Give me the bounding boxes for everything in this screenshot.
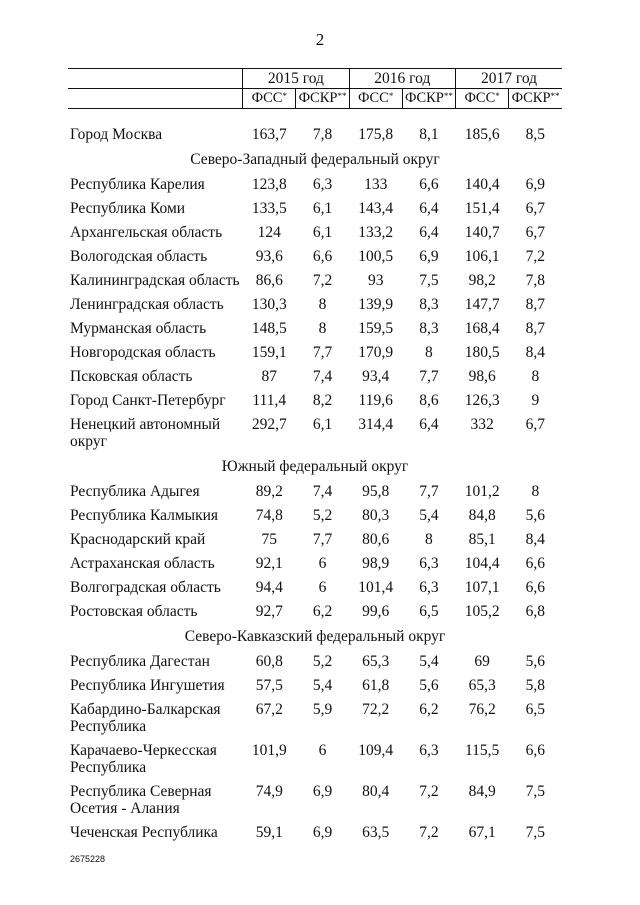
region-name: Город Санкт-Петербург (70, 392, 226, 409)
fss-2015-value: 101,9 (251, 742, 287, 759)
fss-2015-value: 57,5 (255, 677, 283, 694)
fskr-2017-value: 7,2 (525, 248, 546, 265)
fskr-2017-value: 8,7 (525, 320, 546, 337)
region-name: Республика Калмыкия (70, 507, 219, 524)
section-heading-row (68, 147, 562, 173)
table-row (68, 576, 562, 600)
region-name: Республика Адыгея (70, 483, 200, 500)
document-code: 2675228 (70, 854, 106, 864)
table-row (68, 269, 562, 293)
table-row (68, 245, 562, 269)
table-row (68, 698, 562, 739)
fskr-2017-value: 7,5 (525, 783, 546, 800)
fss-2015-value: 67,2 (255, 701, 283, 718)
fss-2017-value: 69 (474, 653, 490, 670)
fskr-2016-value: 7,2 (419, 783, 439, 800)
fss-2017-value: 98,6 (468, 368, 496, 385)
fskr-2015-value: 7,7 (312, 344, 333, 361)
fss-2017-value: 180,5 (464, 344, 500, 361)
region-name: Архангельская область (70, 224, 223, 241)
fskr-2016-value: 8,6 (419, 392, 439, 409)
region-name: Республика Дагестан (70, 653, 210, 670)
fskr-2016-value: 8,3 (419, 320, 439, 337)
fskr-2015-value: 6,1 (312, 224, 333, 241)
fss-2016-value: 80,4 (362, 783, 390, 800)
table-row (68, 413, 562, 454)
fss-2016-value: 175,8 (358, 126, 394, 143)
table-row (68, 528, 562, 552)
section-title: Северо-Кавказский федеральный округ (184, 628, 446, 645)
fss-2015-value: 133,5 (251, 200, 287, 217)
fskr-2016-value: 6,4 (419, 416, 439, 433)
fss-2015-value: 292,7 (251, 416, 287, 433)
fskr-2016-value: 6,4 (419, 224, 439, 241)
fskr-2016-value: 6,6 (419, 176, 439, 193)
fskr-2017-value: 8 (531, 368, 540, 385)
fskr-2017-value: 6,7 (525, 224, 546, 241)
table-row (68, 504, 562, 528)
table-row (68, 123, 562, 147)
fskr-2016-value: 5,4 (419, 507, 439, 524)
region-name: Кабардино-Балкарская Республика (70, 701, 221, 735)
fss-2015-value: 130,3 (251, 296, 287, 313)
fskr-2017-value: 6,7 (525, 416, 546, 433)
fskr-header: ФСКР** (402, 89, 455, 109)
fss-2016-value: 159,5 (358, 320, 394, 337)
fskr-2017-value: 6,6 (525, 555, 546, 572)
fskr-2017-value: 8 (531, 483, 540, 500)
fskr-2016-value: 6,2 (419, 701, 439, 718)
fskr-2016-value: 6,9 (419, 248, 439, 265)
fss-2016-value: 63,5 (362, 824, 390, 841)
fskr-2015-value: 8,2 (312, 392, 333, 409)
region-name: Вологодская область (70, 248, 208, 265)
fss-2017-value: 106,1 (464, 248, 500, 265)
fskr-2017-value: 8,5 (525, 126, 546, 143)
fskr-2017-value: 7,8 (525, 272, 546, 289)
table-row (68, 650, 562, 674)
region-name: Новгородская область (70, 344, 216, 361)
fss-2017-value: 168,4 (464, 320, 500, 337)
fss-2016-value: 98,9 (362, 555, 390, 572)
fskr-2015-value: 6,9 (312, 824, 333, 841)
fss-2015-value: 86,6 (255, 272, 283, 289)
table-row (68, 821, 562, 845)
region-name: Республика Коми (70, 200, 186, 217)
fskr-2015-value: 6,1 (312, 200, 333, 217)
table-row (68, 389, 562, 413)
fskr-2015-value: 7,8 (312, 126, 333, 143)
fskr-2017-value: 6,5 (525, 701, 546, 718)
fskr-2016-value: 6,3 (419, 579, 439, 596)
fskr-2017-value: 6,8 (525, 603, 546, 620)
fss-2017-value: 85,1 (468, 531, 496, 548)
fss-header: ФСС* (456, 89, 509, 109)
fskr-2016-value: 5,6 (419, 677, 439, 694)
rates-table (68, 68, 562, 845)
fskr-2015-value: 5,2 (312, 507, 333, 524)
fskr-2015-value: 6 (318, 579, 327, 596)
fss-2015-value: 74,9 (255, 783, 283, 800)
fss-2015-value: 93,6 (255, 248, 283, 265)
fss-2016-value: 93 (367, 272, 384, 289)
fss-2016-value: 133 (364, 176, 388, 193)
fss-2015-value: 60,8 (255, 653, 283, 670)
fskr-2015-value: 6,3 (312, 176, 333, 193)
fss-2017-value: 104,4 (464, 555, 500, 572)
fss-header: ФСС* (243, 89, 296, 109)
table-row (68, 221, 562, 245)
region-name: Краснодарский край (70, 531, 206, 548)
fss-2017-value: 115,5 (464, 742, 500, 759)
section-title: Южный федеральный округ (221, 458, 409, 475)
fss-2016-value: 100,5 (358, 248, 394, 265)
year-2016-header: 2016 год (349, 69, 455, 89)
table-row (68, 780, 562, 821)
rates-table-container (68, 68, 562, 845)
table-row (68, 341, 562, 365)
fss-2017-value: 65,3 (468, 677, 496, 694)
fss-2017-value: 140,4 (464, 176, 500, 193)
fss-2015-value: 111,4 (252, 392, 287, 409)
fss-2015-value: 92,7 (255, 603, 283, 620)
fskr-header: ФСКР** (296, 89, 349, 109)
fskr-2017-value: 6,6 (525, 742, 546, 759)
fss-2017-value: 98,2 (468, 272, 496, 289)
table-row (68, 197, 562, 221)
fskr-2017-value: 8,7 (525, 296, 546, 313)
fss-2015-value: 124 (257, 224, 281, 241)
section-heading-row (68, 454, 562, 480)
fskr-2017-value: 6,6 (525, 579, 546, 596)
table-header (68, 69, 562, 109)
fss-2016-value: 95,8 (362, 483, 390, 500)
fss-2015-value: 92,1 (255, 555, 283, 572)
fss-2016-value: 139,9 (358, 296, 394, 313)
fskr-2017-value: 6,9 (525, 176, 546, 193)
fss-2017-value: 185,6 (464, 126, 500, 143)
fss-2015-value: 123,8 (251, 176, 287, 193)
fss-2015-value: 59,1 (255, 824, 283, 841)
region-name: Город Москва (70, 126, 163, 143)
fskr-2015-value: 5,2 (312, 653, 333, 670)
fskr-2015-value: 7,4 (312, 368, 333, 385)
fss-2017-value: 101,2 (464, 483, 500, 500)
fss-2015-value: 89,2 (255, 483, 283, 500)
table-row (68, 173, 562, 197)
fss-2017-value: 105,2 (464, 603, 500, 620)
fss-2017-value: 126,3 (464, 392, 500, 409)
fskr-2017-value: 8,4 (525, 531, 546, 548)
fss-2016-value: 80,6 (362, 531, 390, 548)
fskr-2015-value: 8 (318, 320, 327, 337)
fskr-2016-value: 7,2 (419, 824, 439, 841)
fskr-2016-value: 8 (425, 531, 433, 548)
fss-2016-value: 93,4 (362, 368, 390, 385)
fss-2015-value: 163,7 (251, 126, 287, 143)
fss-2017-value: 84,8 (468, 507, 496, 524)
region-name: Чеченская Республика (70, 824, 218, 841)
fskr-2016-value: 8,1 (419, 126, 439, 143)
fskr-2016-value: 6,4 (419, 200, 439, 217)
fskr-2015-value: 6,9 (312, 783, 333, 800)
fss-2017-value: 84,9 (468, 783, 496, 800)
fskr-2015-value: 8 (318, 296, 327, 313)
region-name: Волгоградская область (70, 579, 221, 596)
fskr-2017-value: 6,7 (525, 200, 546, 217)
fss-2015-value: 159,1 (251, 344, 287, 361)
fskr-2016-value: 7,5 (419, 272, 439, 289)
region-name: Республика Карелия (70, 176, 205, 193)
year-2017-header: 2017 год (456, 69, 562, 89)
region-name: Калининградская область (70, 272, 240, 289)
fskr-2017-value: 5,8 (525, 677, 546, 694)
fss-2017-value: 332 (470, 416, 494, 433)
fskr-2017-value: 9 (531, 392, 540, 409)
fskr-header: ФСКР** (509, 89, 562, 109)
section-title: Северо-Западный федеральный округ (190, 151, 440, 168)
fss-2015-value: 148,5 (251, 320, 287, 337)
fskr-2015-value: 5,9 (312, 701, 333, 718)
region-name: Ленинградская область (70, 296, 224, 313)
fskr-2015-value: 6,1 (312, 416, 333, 433)
fss-2015-value: 94,4 (255, 579, 283, 596)
header-blank (68, 69, 243, 89)
fskr-2017-value: 7,5 (525, 824, 546, 841)
fss-2017-value: 76,2 (468, 701, 496, 718)
fss-2016-value: 101,4 (358, 579, 394, 596)
fss-2016-value: 65,3 (362, 653, 390, 670)
table-row (68, 674, 562, 698)
fss-2015-value: 75 (261, 531, 278, 548)
region-name: Псковская область (70, 368, 193, 385)
fss-2015-value: 87 (261, 368, 278, 385)
fskr-2015-value: 6,2 (312, 603, 333, 620)
fss-2016-value: 143,4 (358, 200, 394, 217)
fskr-2016-value: 8,3 (419, 296, 439, 313)
fss-2017-value: 140,7 (464, 224, 500, 241)
fss-2016-value: 170,9 (358, 344, 394, 361)
fss-2017-value: 147,7 (464, 296, 500, 313)
table-row (68, 480, 562, 504)
fskr-2017-value: 5,6 (525, 653, 546, 670)
fss-2016-value: 99,6 (362, 603, 390, 620)
fss-2016-value: 72,2 (362, 701, 390, 718)
fskr-2015-value: 7,7 (312, 531, 333, 548)
fss-2016-value: 314,4 (358, 416, 394, 433)
table-body (68, 109, 562, 846)
table-row (68, 293, 562, 317)
fss-2016-value: 109,4 (358, 742, 394, 759)
fskr-2017-value: 5,6 (525, 507, 546, 524)
page-number: 2 (315, 30, 325, 49)
subheader-blank (68, 89, 243, 109)
table-row (68, 365, 562, 389)
fss-2016-value: 119,6 (358, 392, 393, 409)
table-row (68, 552, 562, 576)
fskr-2016-value: 6,5 (419, 603, 439, 620)
region-name: Астраханская область (70, 555, 215, 572)
fss-header: ФСС* (349, 89, 402, 109)
table-row (68, 317, 562, 341)
fskr-2015-value: 7,4 (312, 483, 333, 500)
fskr-2015-value: 7,2 (312, 272, 333, 289)
fskr-2015-value: 6,6 (312, 248, 333, 265)
table-row (68, 739, 562, 780)
fskr-2015-value: 5,4 (312, 677, 333, 694)
fss-2015-value: 74,8 (255, 507, 283, 524)
fss-2017-value: 151,4 (464, 200, 500, 217)
region-name: Карачаево-Черкесская Республика (70, 742, 217, 776)
spacer-row (68, 109, 562, 124)
region-name: Республика Северная Осетия - Алания (70, 783, 212, 817)
fss-2016-value: 133,2 (358, 224, 394, 241)
fss-2016-value: 61,8 (362, 677, 390, 694)
fss-2017-value: 107,1 (464, 579, 500, 596)
fskr-2016-value: 8 (425, 344, 433, 361)
region-name: Ненецкий автономный округ (70, 416, 221, 450)
fskr-2016-value: 7,7 (419, 483, 439, 500)
fskr-2016-value: 7,7 (419, 368, 439, 385)
fskr-2016-value: 5,4 (419, 653, 439, 670)
region-name: Ростовская область (70, 603, 198, 620)
year-2015-header: 2015 год (243, 69, 349, 89)
fss-2017-value: 67,1 (468, 824, 496, 841)
fskr-2017-value: 8,4 (525, 344, 546, 361)
fskr-2015-value: 6 (318, 742, 327, 759)
fss-2016-value: 80,3 (362, 507, 390, 524)
region-name: Республика Ингушетия (70, 677, 225, 694)
region-name: Мурманская область (70, 320, 207, 337)
table-row (68, 600, 562, 624)
section-heading-row (68, 624, 562, 650)
fskr-2016-value: 6,3 (419, 742, 439, 759)
fskr-2016-value: 6,3 (419, 555, 439, 572)
fskr-2015-value: 6 (318, 555, 327, 572)
